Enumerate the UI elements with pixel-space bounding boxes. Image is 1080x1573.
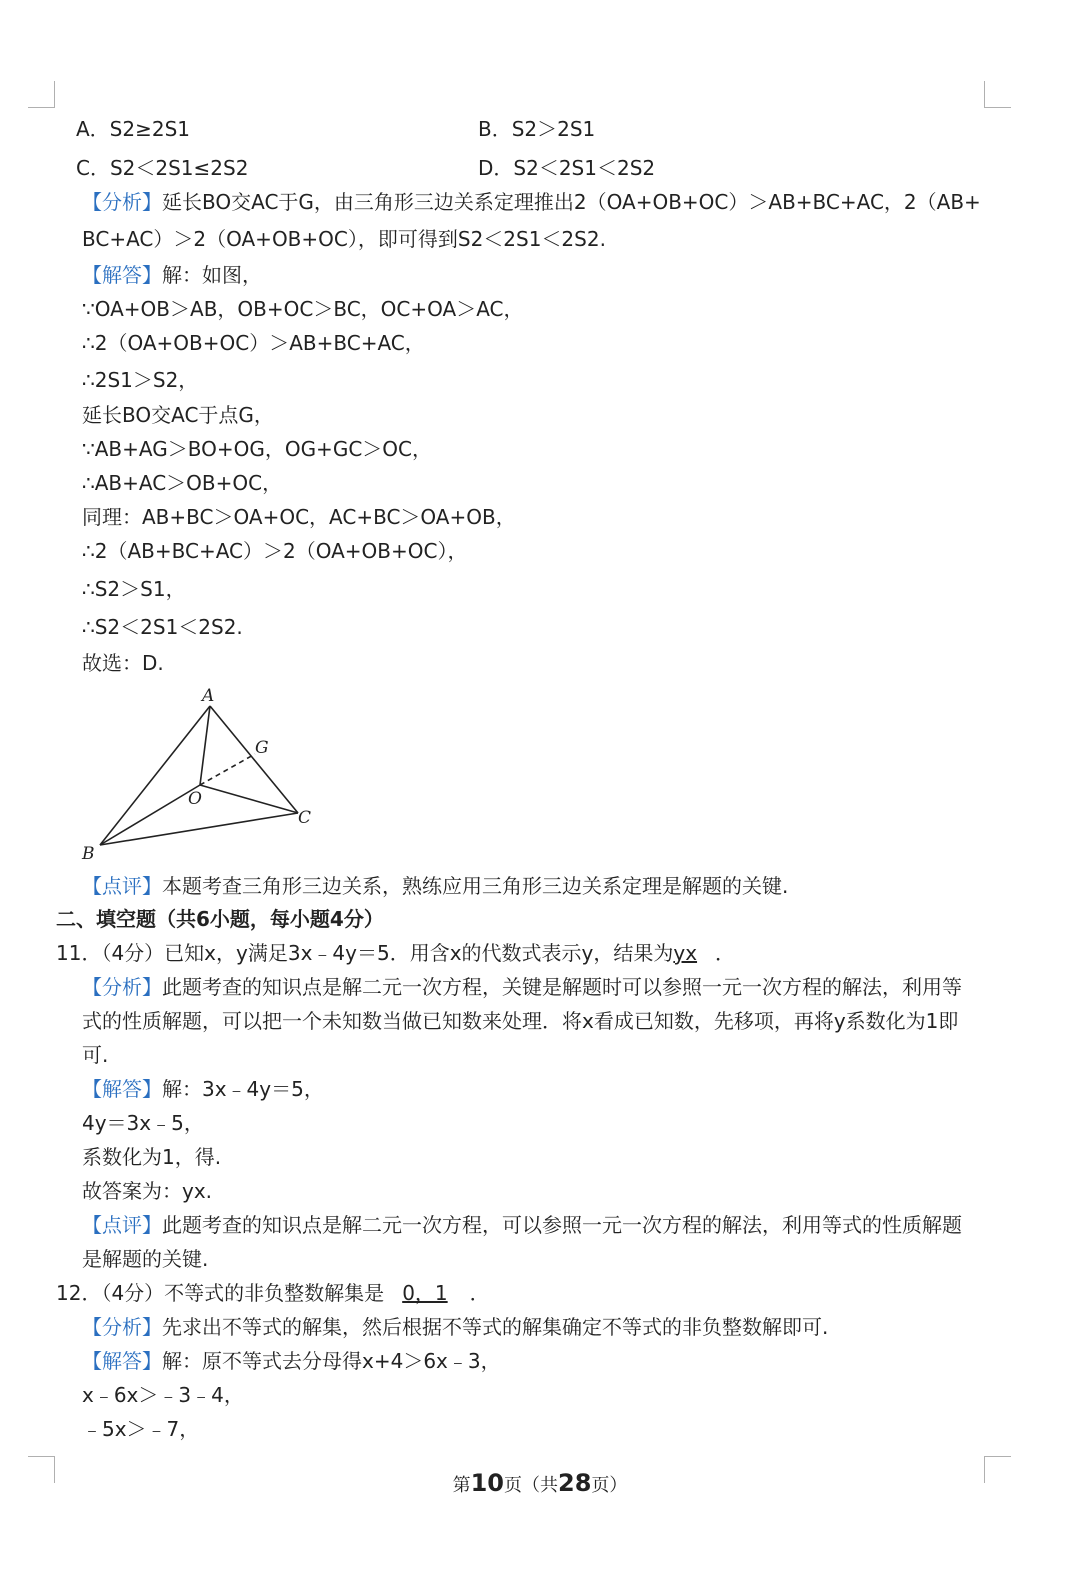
option-b: B．S2＞2S1 (478, 117, 596, 141)
q10-step: ∴2（AB+BC+AC）＞2（OA+OB+OC）， (82, 539, 468, 563)
q10-comment (82, 873, 788, 899)
comment-text: 本题考查三角形三边关系，熟练应用三角形三边关系定理是解题的关键. (162, 874, 789, 898)
q11-answer-line-4: 故答案为：yx. (82, 1179, 213, 1203)
q12-answer-line-1 (82, 1348, 501, 1374)
option-d: D．S2＜2S1＜2S2 (478, 156, 656, 180)
crop-mark-top-left (28, 81, 55, 108)
answer-tag: 【解答】 (82, 1077, 162, 1101)
answer-text: 解：3x﹣4y＝5， (162, 1077, 324, 1101)
total-pages: 28 (558, 1469, 592, 1497)
q11-answer-line-1 (82, 1076, 324, 1102)
q10-answer-head (82, 262, 262, 288)
segment-ob (100, 785, 200, 845)
q12-analysis (82, 1314, 828, 1340)
q11-analysis-line-2: 式的性质解题，可以把一个未知数当做已知数来处理．将x看成已知数，先移项，再将y系数化为1即 (82, 1009, 959, 1033)
footer-suffix: 页） (591, 1475, 628, 1496)
q11-answer-line-3: 系数化为1，得. (82, 1145, 222, 1169)
segment-ab (100, 706, 210, 845)
q11-stem (56, 940, 735, 966)
q12-answer-line-3: ﹣5x＞﹣7， (82, 1417, 200, 1441)
answer-blank: 0，1 (402, 1281, 448, 1305)
q10-step: 延长BO交AC于点G， (82, 403, 274, 427)
label-o: O (188, 789, 202, 809)
analysis-tag: 【分析】 (82, 190, 162, 214)
q10-step: ∴2（OA+OB+OC）＞AB+BC+AC， (82, 331, 425, 355)
comment-text: 此题考查的知识点是解二元一次方程，可以参照一元一次方程的解法，利用等式的性质解题 (162, 1213, 962, 1237)
q10-analysis-line-2: BC+AC）＞2（OA+OB+OC），即可得到S2＜2S1＜2S2. (82, 227, 606, 251)
q10-step: ∴2S1＞S2， (82, 368, 199, 392)
option-a: A．S2≥2S1 (76, 117, 191, 141)
label-g: G (255, 738, 269, 758)
q10-step: ∵OA+OB＞AB，OB+OC＞BC，OC+OA＞AC， (82, 297, 524, 321)
segment-og-dashed (200, 754, 255, 785)
q10-step: ∴S2＞S1， (82, 577, 186, 601)
q10-step: ∴AB+AC＞OB+OC， (82, 471, 283, 495)
q10-analysis-line-1 (82, 189, 981, 215)
segment-bc (100, 813, 298, 845)
answer-tag: 【解答】 (82, 263, 162, 287)
q11-analysis-line-3: 可. (82, 1043, 109, 1067)
answer-tag: 【解答】 (82, 1349, 162, 1373)
question-end: ． (715, 941, 736, 965)
footer-prefix: 第 (452, 1475, 471, 1496)
q12-stem (56, 1280, 490, 1306)
triangle-figure (78, 683, 318, 865)
question-end: ． (469, 1281, 490, 1305)
label-b: B (82, 844, 95, 864)
footer-middle: 页（共 (504, 1475, 558, 1496)
analysis-tag: 【分析】 (82, 1315, 162, 1339)
label-a: A (202, 686, 215, 706)
q10-step: ∵AB+AG＞BO+OG，OG+GC＞OC， (82, 437, 432, 461)
q10-step: ∴S2＜2S1＜2S2. (82, 615, 243, 639)
comment-tag: 【点评】 (82, 1213, 162, 1237)
crop-mark-top-right (984, 81, 1011, 108)
answer-text: 解：原不等式去分母得x+4＞6x﹣3， (162, 1349, 501, 1373)
question-text: 12．（4分）不等式的非负整数解集是 (56, 1281, 385, 1305)
q11-answer-line-2: 4y＝3x﹣5， (82, 1111, 204, 1135)
comment-tag: 【点评】 (82, 874, 162, 898)
question-text: 11．（4分）已知x，y满足3x﹣4y＝5．用含x的代数式表示y，结果为 (56, 941, 674, 965)
answer-text: 解：如图， (162, 263, 262, 287)
analysis-text: 先求出不等式的解集，然后根据不等式的解集确定不等式的非负整数解即可. (162, 1315, 829, 1339)
segment-ac (210, 706, 298, 813)
section-heading: 二、填空题（共6小题，每小题4分） (56, 907, 384, 931)
label-c: C (298, 808, 312, 828)
analysis-text: 延长BO交AC于G，由三角形三边关系定理推出2（OA+OB+OC）＞AB+BC+AC，2（AB+ (162, 190, 981, 214)
q11-comment-line-2: 是解题的关键. (82, 1247, 209, 1271)
answer-blank: yx (673, 941, 698, 965)
q11-analysis-line-1 (82, 974, 962, 1000)
q10-step: 同理：AB+BC＞OA+OC，AC+BC＞OA+OB， (82, 505, 516, 529)
option-c: C．S2＜2S1≤2S2 (76, 156, 249, 180)
q10-step: 故选：D. (82, 651, 164, 675)
page-footer (0, 1470, 1080, 1499)
analysis-tag: 【分析】 (82, 975, 162, 999)
page-number: 10 (470, 1469, 504, 1497)
analysis-text: 此题考查的知识点是解二元一次方程，关键是解题时可以参照一元一次方程的解法，利用等 (162, 975, 962, 999)
q11-comment-line-1 (82, 1212, 962, 1238)
q12-answer-line-2: x﹣6x＞﹣3﹣4， (82, 1383, 244, 1407)
segment-oc (200, 785, 298, 813)
